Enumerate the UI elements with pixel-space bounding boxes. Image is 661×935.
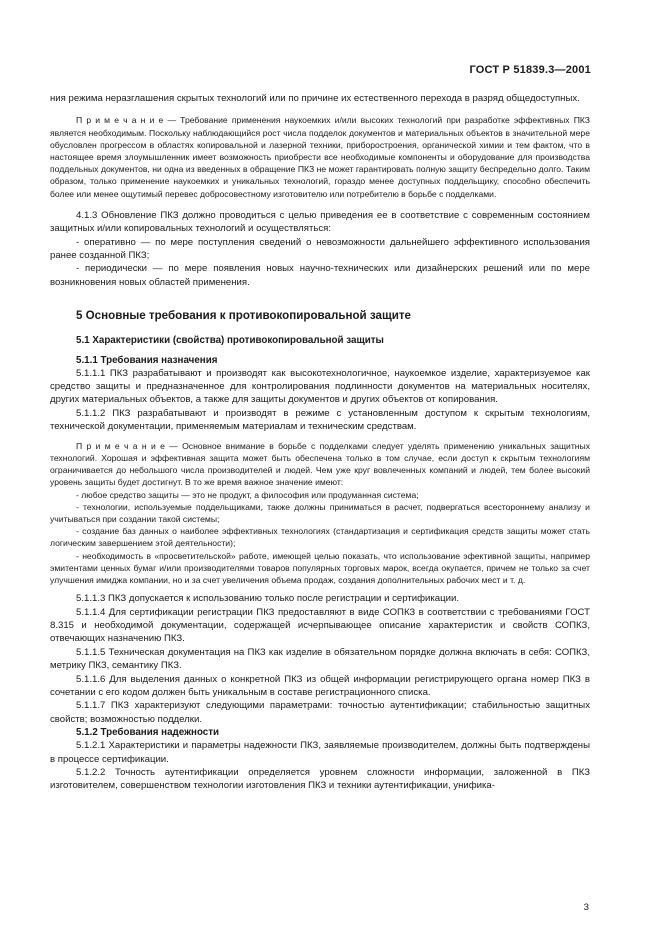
note-2-item: - создание баз данных о наиболее эффективных технологиях (стандартизация и сертификация средств защиты может стать логическим завершением этой деятельности);	[50, 526, 590, 549]
paragraph-5-1-1-2: 5.1.1.2 ПКЗ разрабатывают и производят в режиме с установленным доступом к скрытым технологиям, технической документации, применяемым материалам и техническим средствам.	[50, 407, 590, 433]
paragraph-5-1-1-4: 5.1.1.4 Для сертификации регистрации ПКЗ предоставляют в виде СОПКЗ в соответствии с требованиями ГОСТ 8.315 и необходимой документации, содержащей исчерпывающее описание характеристик и свойств СОПКЗ, отвечающих назначению ПКЗ.	[50, 606, 590, 645]
paragraph-5-1-1-7: 5.1.1.7 ПКЗ характеризуют следующими параметрами: точностью аутентификации; стабильностью защитных свойств; возможностью подделки.	[50, 700, 590, 725]
note-2-paragraph	[50, 440, 590, 489]
paragraph-5-1-2-1: 5.1.2.1 Характеристики и параметры надежности ПКЗ, заявляемые производителем, должны быть подтверждены в процессе сертификации.	[50, 740, 590, 765]
page-content	[50, 92, 590, 793]
page-number: 3	[583, 902, 589, 913]
paragraph-5-1-2-2: 5.1.2.2 Точность аутентификации определяется уровнем сложности информации, заложенной в ПКЗ изготовителем, совершенством технологии изготовления ПКЗ и техники аутентификации, унифика-	[50, 767, 590, 792]
list-item-operative: - оперативно — по мере поступления сведений о невозможности дальнейшего эффективного использования ранее созданной ПКЗ;	[50, 236, 590, 262]
section-5-1-heading: 5.1 Характеристики (свойства) противокопировальной защиты	[76, 335, 384, 347]
section-5-1-2-heading: 5.1.2 Требования надежности	[76, 727, 220, 739]
note-1	[50, 114, 590, 199]
note-2-item: - технологии, используемые поддельщиками, также должны приниматься в расчет, подвергаться всестороннему анализу и учитываться при создании такой системы;	[50, 501, 590, 524]
document-code-header: ГОСТ Р 51839.3—2001	[469, 64, 591, 76]
list-item-periodic: - периодически — по мере появления новых научно-технических или дизайнерских решений или по мере возникновения новых областей применения.	[50, 263, 590, 288]
note-1-label: П р и м е ч а н и е	[76, 115, 164, 126]
note-2-label: П р и м е ч а н и е	[76, 440, 165, 451]
paragraph-5-1-1-3: 5.1.1.3 ПКЗ допускается к использованию только после регистрации и сертификации.	[76, 593, 459, 605]
paragraph-4-1-3: 4.1.3 Обновление ПКЗ должно проводиться с целью приведения ее в соответствие с современным состоянием защитных и/или копировальных технологий и осуществляться:	[50, 209, 590, 235]
note-2-item: - любое средство защиты — это не продукт, а философия или продуманная система;	[76, 489, 419, 500]
note-1-text: — Требование применения наукоемких и/или высоких технологий при разработке эффективных ПКЗ является необходимым. Поскольку наблюдающийся рост числа подделок документов и материальных объектов в значительной мере обусловлен прогрессом в областях копировальной и лазерной техники, приборостроения, органической химии и тем фактом, что в настоящее время злоумышленник имеет возможность приобрести все необходимые компоненты и оборудование для производства поддельных документов, ни одна из введенных в обращение ПКЗ не может гарантировать полную защиту беспредельно долго. Таким образом, только применение наукоемких и уникальных технологий, гораздо менее доступных поддельщику, способно обеспечить более или менее ощутимый перевес добросовестному изготовителю или потребителю в борьбе с подделками.	[50, 115, 590, 199]
note-1-paragraph	[50, 114, 590, 199]
section-5-1-1-heading: 5.1.1 Требования назначения	[76, 354, 218, 366]
note-2-text: — Основное внимание в борьбе с подделками следует уделять применению уникальных защитных технологий. Хорошая и эффективная защита может быть обеспечена только в том случае, если доступ к скрытым технологиям ограничивается до небольшого числа производителей и людей. Чем уже круг вовлеченных компаний и людей, тем более высокий уровень защиты будет достигнут. В то же время важное значение имеют:	[50, 440, 590, 488]
paragraph-5-1-1-6: 5.1.1.6 Для выделения данных о конкретной ПКЗ из общей информации регистрирующего органа номер ПКЗ в сочетании с его кодом должен быть уникальным в составе регистрационного списка.	[50, 673, 590, 698]
paragraph-5-1-1-5: 5.1.1.5 Техническая документация на ПКЗ как изделие в обязательном порядке должна включать в себя: СОПКЗ, метрику ПКЗ, семантику ПКЗ.	[50, 646, 590, 672]
note-2-item: - необходимость в «просветительской» работе, имеющей целью показать, что использование эфективной защиты, например эмитентами ценных бумаг и/или производителями товаров популярных торговых марок, всегда окупается, причем не только за счет улучшения имиджа компании, но и за счет увеличения объема продаж, создания дополнительных рабочих мест и т. д.	[50, 550, 590, 585]
intro-paragraph: ния режима неразглашения скрытых технологий или по причине их естественного перехода в разряд общедоступных.	[50, 93, 580, 104]
paragraph-5-1-1-1: 5.1.1.1 ПКЗ разрабатывают и производят как высокотехнологичное, наукоемкое изделие, характеризуемое как средство защиты и предназначенное для контролирования подлинности документов на материальных носителях, других материальных объектов, а также для защиты документов и других объектов от копирования.	[50, 367, 590, 406]
note-2	[50, 440, 590, 586]
section-5-heading: 5 Основные требования к противокопировальной защите	[76, 309, 411, 323]
